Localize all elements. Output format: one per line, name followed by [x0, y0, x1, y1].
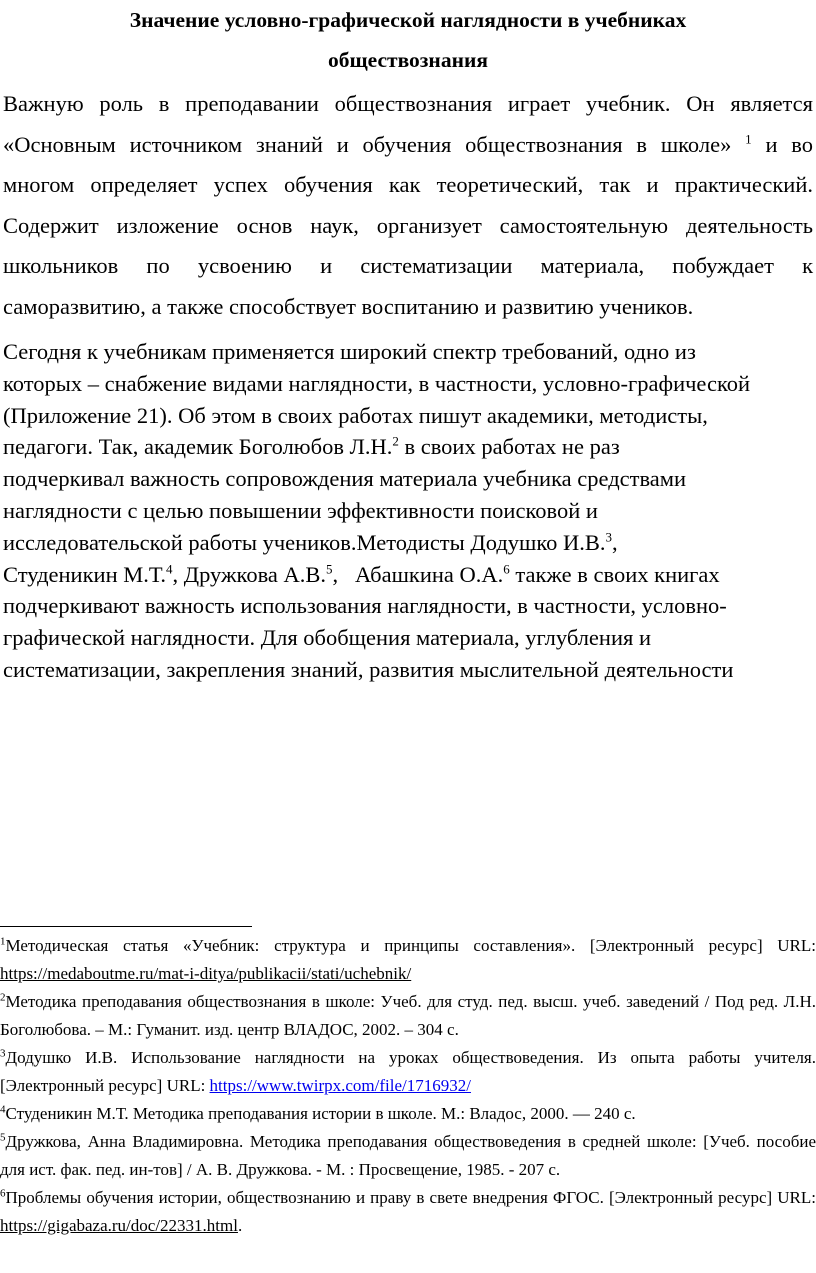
footnote-line — [0, 1100, 816, 1128]
footnote-text: . — [237, 1216, 243, 1235]
paragraph-line: саморазвитию, а также способствует воспитанию и развитию учеников. — [3, 293, 694, 319]
paragraph-line: графической наглядности. Для обобщения материала, углубления и — [3, 625, 652, 651]
text-fragment: Студеникин М.Т. — [3, 561, 166, 587]
paragraph-line — [3, 559, 813, 591]
title-line-2: обществознания — [328, 48, 488, 72]
paragraph-line: наглядности с целью повышении эффективности поисковой и — [3, 497, 598, 523]
footnote-number: 1 — [0, 935, 6, 948]
paragraph-line: Важную роль в преподавании обществознания играет учебник. Он является — [3, 91, 813, 116]
footnote-4 — [0, 1100, 816, 1128]
footnote-link[interactable]: https://gigabaza.ru/doc/22331.html — [0, 1216, 238, 1235]
footnote-line — [0, 1184, 816, 1212]
footnote-ref-2[interactable]: 2 — [392, 433, 399, 449]
footnote-3 — [0, 1044, 816, 1100]
footnote-line: Боголюбова. – М.: Гуманит. изд. центр ВЛАДОС, 2002. – 304 с. — [0, 1020, 459, 1039]
footnote-6 — [0, 1184, 816, 1240]
footnote-line — [0, 1212, 816, 1240]
footnote-number: 4 — [0, 1103, 6, 1116]
text-fragment: педагоги. Так, академик Боголюбов Л.Н. — [3, 434, 393, 460]
paragraph-line — [3, 431, 813, 463]
footnotes — [0, 932, 816, 1240]
paragraph-2 — [3, 336, 813, 686]
footnote-ref-3[interactable]: 3 — [605, 529, 613, 545]
footnote-ref-5[interactable]: 5 — [326, 561, 333, 577]
paragraph-line: многом определяет успех обучения как теоретический, так и практический. — [3, 172, 813, 197]
footnote-link[interactable]: https://www.twirpx.com/file/1716932/ — [209, 1076, 471, 1095]
paragraph-1 — [3, 84, 813, 327]
footnote-text: Студеникин М.Т. Методика преподавания истории в школе. М.: Владос, 2000. — 240 с. — [5, 1104, 636, 1123]
text-fragment: , Абашкина О.А. — [332, 561, 504, 587]
footnote-text: Методическая статья «Учебник: структура и принципы составления». [Электронный ресурс] URL: — [5, 936, 816, 955]
footnote-1 — [0, 932, 816, 988]
footnote-line — [0, 1072, 816, 1100]
footnote-ref-1[interactable]: 1 — [745, 131, 752, 146]
footnote-2 — [0, 988, 816, 1044]
footnote-link[interactable]: https://medaboutme.ru/mat-i-ditya/publikacii/stati/uchebnik/ — [0, 964, 412, 983]
paragraph-line: Сегодня к учебникам применяется широкий спектр требований, одно из — [3, 339, 696, 364]
footnote-line — [0, 932, 816, 960]
paragraph-line: подчеркивают важность использования наглядности, в частности, условно- — [3, 593, 727, 619]
footnote-number: 3 — [0, 1047, 6, 1060]
footnote-line: для ист. фак. пед. ин-тов] / А. В. Дружкова. - М. : Просвещение, 1985. - 207 с. — [0, 1160, 561, 1179]
footnote-ref-6[interactable]: 6 — [503, 561, 510, 577]
text-fragment: , — [612, 529, 618, 555]
title-line-1: Значение условно-графической наглядности в учебниках — [129, 8, 687, 32]
text-fragment: исследовательской работы учеников.Методисты Додушко И.В. — [3, 529, 606, 555]
footnote-number: 6 — [0, 1187, 6, 1200]
footnote-text: Додушко И.В. Использование наглядности на уроках обществоведения. Из опыта работы учителя. — [5, 1048, 816, 1067]
paragraph-line: систематизации, закрепления знаний, развития мыслительной деятельности — [3, 656, 734, 682]
footnote-number: 5 — [0, 1131, 6, 1144]
paragraph-line: Содержит изложение основ наук, организует самостоятельную деятельность — [3, 212, 813, 238]
paragraph-line — [3, 125, 813, 166]
footnote-separator — [0, 926, 252, 927]
paragraph-line: (Приложение 21). Об этом в своих работах пишут академики, методисты, — [3, 402, 708, 428]
text-fragment: «Основным источником знаний и обучения обществознания в школе» — [3, 131, 732, 157]
text-fragment: в своих работах не раз — [398, 434, 620, 460]
footnote-line — [0, 1128, 816, 1156]
paragraph-line: школьников по усвоению и систематизации материала, побуждает к — [3, 253, 813, 278]
text-fragment: и во — [765, 131, 814, 157]
footnote-number: 2 — [0, 991, 6, 1004]
footnote-ref-4[interactable]: 4 — [165, 561, 173, 577]
footnote-text: Проблемы обучения истории, обществознанию и праву в свете внедрения ФГОС. [Электронный ресурс] URL: — [5, 1188, 816, 1207]
footnote-text: [Электронный ресурс] URL: — [0, 1076, 210, 1095]
footnote-line — [0, 988, 816, 1016]
footnote-text: Методика преподавания обществознания в школе: Учеб. для студ. пед. высш. учеб. заведений / Под ред. Л.Н. — [5, 992, 816, 1011]
footnote-5 — [0, 1128, 816, 1184]
text-fragment: , Дружкова А.В. — [172, 561, 327, 587]
paragraph-line — [3, 527, 813, 559]
footnote-line — [0, 1044, 816, 1072]
footnote-text: Дружкова, Анна Владимировна. Методика преподавания обществоведения в средней школе: [Учеб. пособие — [5, 1132, 816, 1151]
paragraph-line: которых – снабжение видами наглядности, в частности, условно-графической — [3, 370, 751, 396]
footnote-line — [0, 960, 816, 988]
paragraph-line: подчеркивал важность сопровождения материала учебника средствами — [3, 466, 687, 492]
page-title — [0, 0, 816, 80]
text-fragment: также в своих книгах — [509, 561, 720, 587]
